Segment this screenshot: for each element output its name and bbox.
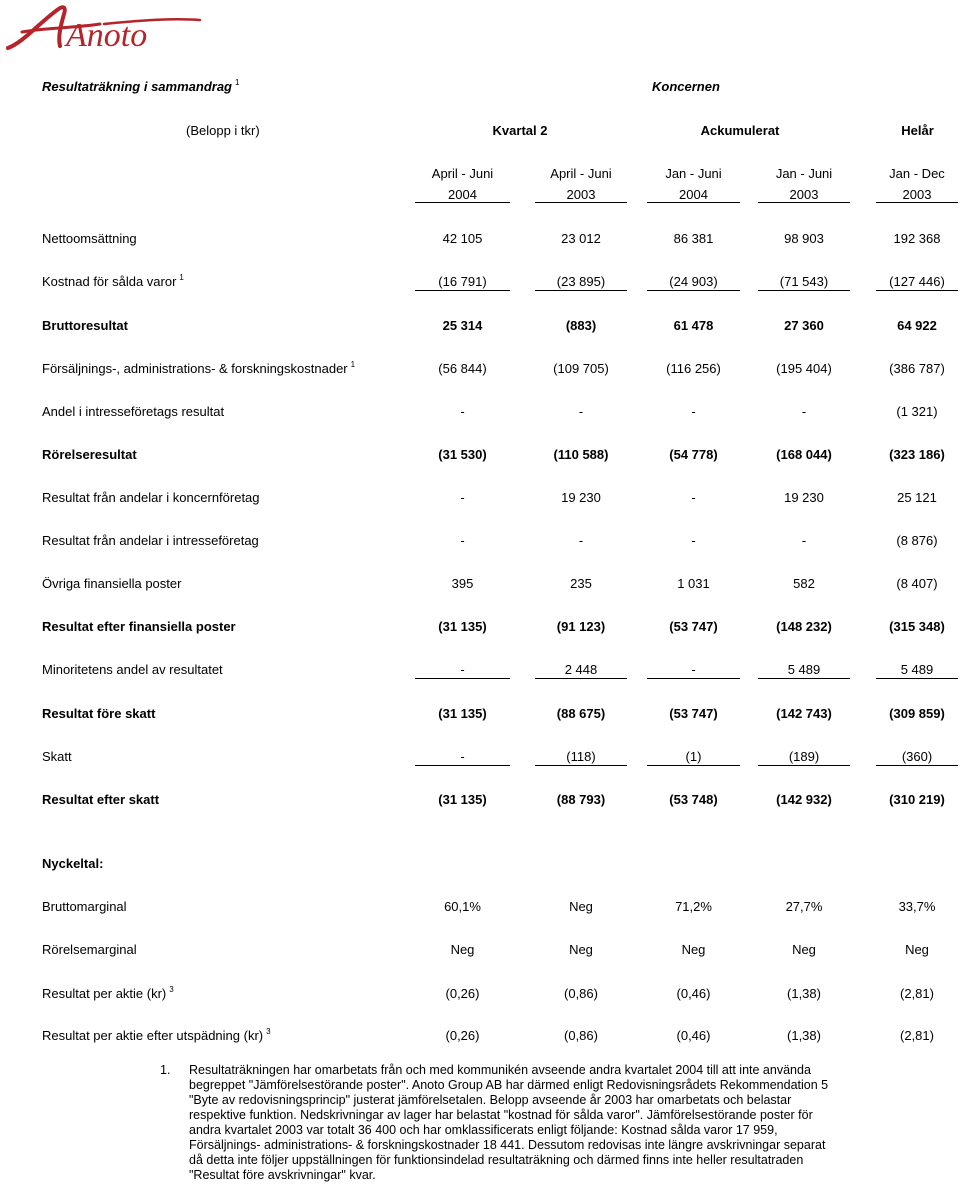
row-label (42, 706, 155, 721)
kpi-value: Neg (792, 942, 816, 957)
row-label-text: Resultat från andelar i koncernföretag (42, 490, 260, 505)
cell-value: (91 123) (556, 619, 606, 634)
cell-value: 98 903 (784, 231, 824, 246)
kpi-title: Nyckeltal: (42, 856, 104, 871)
kpi-value: Neg (681, 942, 706, 957)
cell-value: 42 105 (442, 231, 483, 246)
cell-value: (142 743) (776, 706, 832, 721)
cell-underline (876, 678, 958, 679)
row-label-text: Resultat från andelar i intresseföretag (42, 533, 259, 548)
cell-underline (647, 765, 740, 766)
cell-underline (758, 678, 850, 679)
kpi-label-sup: 3 (169, 985, 174, 994)
cell-value: (310 219) (889, 792, 945, 807)
period-q2: Kvartal 2 (492, 123, 548, 138)
kpi-value: (0,26) (445, 1028, 480, 1043)
kpi-value: Neg (450, 942, 475, 957)
row-label (42, 318, 128, 333)
cell-value: 235 (570, 576, 592, 591)
kpi-value: 71,2% (675, 899, 712, 914)
cell-value: 19 230 (561, 490, 601, 505)
row-label-text: Kostnad för sålda varor (42, 274, 177, 289)
row-label (42, 447, 137, 462)
cell-value: 582 (793, 576, 815, 591)
kpi-value: (1,38) (787, 1028, 821, 1043)
cell-value: - (578, 533, 584, 548)
row-label-text: Rörelseresultat (42, 447, 137, 462)
row-label-text: Minoritetens andel av resultatet (42, 662, 223, 677)
row-label-text: Övriga finansiella poster (42, 576, 182, 591)
cell-value: 25 121 (897, 490, 937, 505)
anoto-logo (4, 2, 204, 58)
cell-value: (31 135) (438, 619, 487, 634)
cell-value: (24 903) (669, 274, 718, 289)
row-label-text: Resultat före skatt (42, 706, 156, 721)
cell-value: (1 321) (896, 404, 938, 419)
cell-value: (116 256) (666, 361, 721, 376)
cell-value: 2 448 (564, 662, 598, 677)
footnote-text: Resultaträkningen har omarbetats från och med kommunikén avseende andra kvartalet 2004 till att inte använda begreppet "Jämförelsestörande poster". Anoto Group AB har därmed enligt Redovisningsrådets Rekommendation 5 "Byte av redovisningsprincip" justerat jämförelsetalen. Belopp avseende år 2003 har omarbetats och belastar respektive funktion. Nedskrivningar av lager har belastat "kostnad för sålda varor". Jämförelsestörande poster för andra kvartalet 2003 var totalt 36 400 och har omklassificerats enligt följande: Kostnad sålda varor 17 959, Försäljnings- administrations- & forskningskostnader 18 441. Dessutom redovisas inte längre avskrivningar separat då detta inte följer uppställningen för funktionsindelad resultaträkning och därmed finns inte heller resultatraden "Resultat före avskrivningar" kvar. (189, 1063, 829, 1182)
cell-value: 64 922 (897, 318, 937, 333)
cell-value: 23 012 (561, 231, 601, 246)
column-underline (876, 202, 958, 203)
cell-value: 5 489 (900, 662, 934, 677)
row-label (42, 361, 355, 376)
kpi-label-sup: 3 (266, 1027, 271, 1036)
logo-text: Anoto (66, 17, 148, 54)
cell-value: 27 360 (784, 318, 824, 333)
cell-value: (189) (788, 749, 820, 764)
cell-value: 19 230 (784, 490, 824, 505)
cell-underline (535, 765, 627, 766)
cell-value: (31 135) (438, 792, 487, 807)
kpi-value: (0,46) (676, 986, 711, 1001)
cell-value: (883) (565, 318, 597, 333)
column-range: Jan - Juni (665, 166, 722, 181)
kpi-value: (2,81) (900, 1028, 934, 1043)
period-year: Helår (901, 123, 934, 138)
cell-value: 192 368 (893, 231, 941, 246)
cell-value: (1) (685, 749, 702, 764)
cell-value: (16 791) (438, 274, 487, 289)
cell-value: 86 381 (673, 231, 714, 246)
kpi-value: (0,26) (445, 986, 480, 1001)
kpi-value: (0,46) (676, 1028, 711, 1043)
kpi-label-text: Bruttomarginal (42, 899, 127, 914)
row-label (42, 533, 259, 548)
column-year: 2003 (902, 187, 932, 202)
column-year: 2003 (566, 187, 596, 202)
kpi-label (42, 1028, 271, 1043)
kpi-label-text: Resultat per aktie efter utspädning (kr) (42, 1028, 264, 1043)
kpi-label-text: Resultat per aktie (kr) (42, 986, 167, 1001)
kpi-label (42, 942, 137, 957)
cell-value: (323 186) (889, 447, 945, 462)
row-label (42, 749, 72, 764)
cell-value: - (460, 662, 465, 677)
cell-value: - (691, 533, 696, 548)
row-label-sup: 1 (179, 273, 184, 282)
column-underline (647, 202, 740, 203)
column-year: 2003 (789, 187, 819, 202)
kpi-value: 33,7% (898, 899, 936, 914)
cell-value: (31 135) (438, 706, 487, 721)
cell-value: 395 (451, 576, 474, 591)
cell-value: (309 859) (889, 706, 945, 721)
cell-underline (876, 290, 958, 291)
report-title: Resultaträkning i sammandrag $^1$ (42, 78, 240, 94)
row-label-text: Resultat efter finansiella poster (42, 619, 236, 634)
cell-value: (110 588) (553, 447, 609, 462)
cell-underline (647, 290, 740, 291)
cell-value: - (578, 404, 584, 419)
cell-underline (647, 678, 740, 679)
cell-value: (148 232) (776, 619, 832, 634)
cell-value: (109 705) (553, 361, 609, 376)
kpi-label (42, 899, 127, 914)
kpi-value: Neg (569, 942, 593, 957)
column-year: 2004 (448, 187, 477, 202)
row-label (42, 404, 224, 419)
cell-value: - (460, 490, 465, 505)
cell-value: (142 932) (776, 792, 832, 807)
cell-value: (168 044) (776, 447, 832, 462)
cell-underline (758, 290, 850, 291)
cell-value: (127 446) (889, 274, 945, 289)
kpi-value: (2,81) (900, 986, 934, 1001)
unit-label: (Belopp i tkr) (186, 123, 260, 138)
row-label (42, 792, 159, 807)
row-label-text: Försäljnings-, administrations- & forskningskostnader (42, 361, 348, 376)
cell-underline (535, 678, 627, 679)
column-range: April - Juni (550, 166, 612, 181)
column-range: Jan - Dec (889, 166, 945, 181)
column-underline (758, 202, 850, 203)
cell-value: (118) (566, 749, 596, 764)
cell-underline (415, 765, 510, 766)
row-label-text: Resultat efter skatt (42, 792, 160, 807)
cell-underline (535, 290, 627, 291)
row-label (42, 576, 181, 591)
cell-value: 25 314 (442, 318, 483, 333)
cell-underline (876, 765, 958, 766)
cell-value: - (801, 533, 807, 548)
cell-value: - (460, 749, 465, 764)
row-label (42, 662, 223, 677)
cell-value: (315 348) (889, 619, 945, 634)
period-acc: Ackumulerat (700, 123, 780, 138)
cell-value: (56 844) (438, 361, 487, 376)
column-underline (535, 202, 627, 203)
cell-value: (195 404) (776, 361, 832, 376)
cell-value: (88 675) (556, 706, 606, 721)
cell-value: (8 407) (896, 576, 938, 591)
cell-value: 1 031 (677, 576, 710, 591)
cell-value: - (801, 404, 807, 419)
cell-value: (53 747) (669, 706, 718, 721)
cell-value: (31 530) (438, 447, 487, 462)
cell-value: (53 747) (669, 619, 718, 634)
cell-value: 61 478 (673, 318, 714, 333)
cell-underline (415, 290, 510, 291)
cell-value: (71 543) (779, 274, 829, 289)
row-label-text: Bruttoresultat (42, 318, 128, 333)
cell-value: (386 787) (889, 361, 945, 376)
cell-value: - (691, 404, 696, 419)
kpi-value: (0,86) (564, 1028, 598, 1043)
cell-value: - (460, 404, 465, 419)
cell-value: (53 748) (669, 792, 718, 807)
row-label-text: Skatt (42, 749, 72, 764)
group-label: Koncernen (652, 79, 720, 94)
cell-underline (415, 678, 510, 679)
kpi-value: Neg (905, 942, 929, 957)
kpi-value: 60,1% (444, 899, 481, 914)
row-label-sup: 1 (350, 360, 356, 369)
row-label (42, 490, 260, 505)
column-year: 2004 (679, 187, 708, 202)
cell-value: (88 793) (556, 792, 606, 807)
kpi-value: Neg (569, 899, 593, 914)
row-label-text: Andel i intresseföretags resultat (42, 404, 225, 419)
kpi-value: (0,86) (564, 986, 598, 1001)
cell-underline (758, 765, 850, 766)
column-underline (415, 202, 510, 203)
cell-value: (360) (901, 749, 933, 764)
column-range: April - Juni (431, 166, 494, 181)
cell-value: 5 489 (787, 662, 821, 677)
kpi-value: 27,7% (785, 899, 823, 914)
cell-value: - (691, 662, 696, 677)
cell-value: - (460, 533, 465, 548)
row-label (42, 231, 137, 246)
cell-value: (23 895) (556, 274, 606, 289)
row-label (42, 274, 184, 289)
kpi-label-text: Rörelsemarginal (42, 942, 137, 957)
kpi-label (42, 986, 174, 1001)
column-range: Jan - Juni (775, 166, 833, 181)
row-label (42, 619, 236, 634)
row-label-text: Nettoomsättning (42, 231, 137, 246)
cell-value: - (691, 490, 696, 505)
kpi-value: (1,38) (787, 986, 821, 1001)
cell-value: (8 876) (896, 533, 938, 548)
footnote-number: 1. (160, 1063, 171, 1077)
cell-value: (54 778) (669, 447, 718, 462)
